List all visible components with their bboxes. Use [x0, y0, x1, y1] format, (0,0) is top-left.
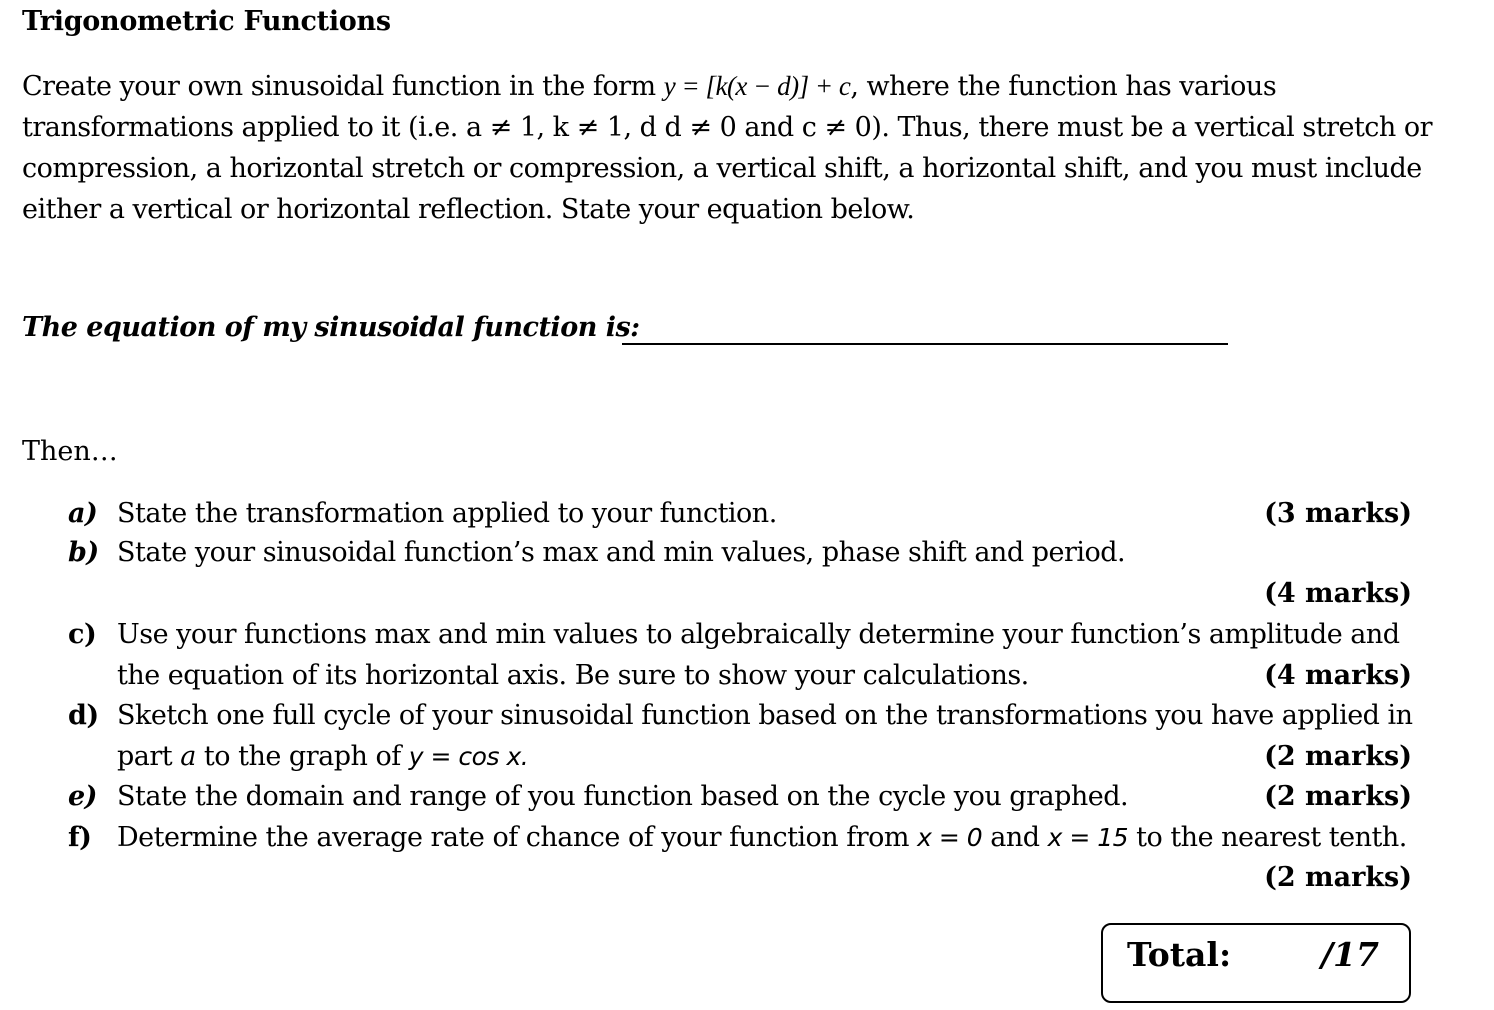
question-c-continued: the equation of its horizontal axis. Be sure to show your calculations. [117, 660, 1029, 691]
question-letter: c) [68, 619, 97, 650]
intro-text: , where the function has various [850, 71, 1277, 102]
question-d [68, 700, 1413, 731]
intro-text: Create your own sinusoidal function in the form [22, 71, 664, 102]
question-text: Determine the average rate of chance of your function from [117, 822, 918, 853]
question-d-continued: part a to the graph of y = cos x. [117, 741, 529, 772]
question-b [68, 537, 1125, 568]
question-letter: a) [68, 498, 98, 529]
question-letter: d) [68, 700, 99, 731]
intro-line-3: compression, a horizontal stretch or compression, a vertical shift, a horizontal shift, and you must include [22, 153, 1422, 184]
marks-b: (4 marks) [1264, 578, 1412, 609]
page-title: Trigonometric Functions [22, 6, 391, 37]
question-a [68, 498, 777, 529]
question-text: Use your functions max and min values to algebraically determine your function’s amplitude and [117, 619, 1400, 650]
marks-c: (4 marks) [1264, 660, 1412, 691]
question-e [68, 781, 1128, 812]
form-equation: y = [k(x − d)] + c [663, 71, 851, 101]
question-c [68, 619, 1400, 650]
equation-answer-line[interactable] [622, 343, 1228, 345]
total-score-box [1101, 923, 1411, 1003]
question-text: State the domain and range of you function based on the cycle you graphed. [117, 781, 1129, 812]
total-label: Total: [1127, 935, 1232, 974]
total-value: /17 [1321, 935, 1379, 974]
question-text: State your sinusoidal function’s max and min values, phase shift and period. [117, 537, 1126, 568]
marks-d: (2 marks) [1264, 741, 1412, 772]
question-f: f) Determine the average rate of chance of your function from x = 0 and x = 15 to the nearest tenth. [68, 822, 1407, 853]
intro-line-4: either a vertical or horizontal reflection. State your equation below. [22, 194, 915, 225]
then-label: Then… [22, 436, 118, 467]
question-letter: b) [68, 537, 99, 568]
intro-line-1 [22, 66, 1472, 107]
question-text: Sketch one full cycle of your sinusoidal function based on the transformations you have applied in [117, 700, 1413, 731]
intro-paragraph [22, 66, 1472, 230]
equation-prompt: The equation of my sinusoidal function is: [22, 312, 640, 343]
intro-line-2: transformations applied to it (i.e. a ≠ 1, k ≠ 1, d d ≠ 0 and c ≠ 0). Thus, there must be a vertical stretch or [22, 112, 1433, 143]
question-letter: f) [68, 822, 92, 853]
question-text: State the transformation applied to your function. [117, 498, 777, 529]
marks-e: (2 marks) [1264, 781, 1412, 812]
marks-f: (2 marks) [1264, 862, 1412, 893]
marks-a: (3 marks) [1264, 498, 1412, 529]
question-letter: e) [68, 781, 97, 812]
